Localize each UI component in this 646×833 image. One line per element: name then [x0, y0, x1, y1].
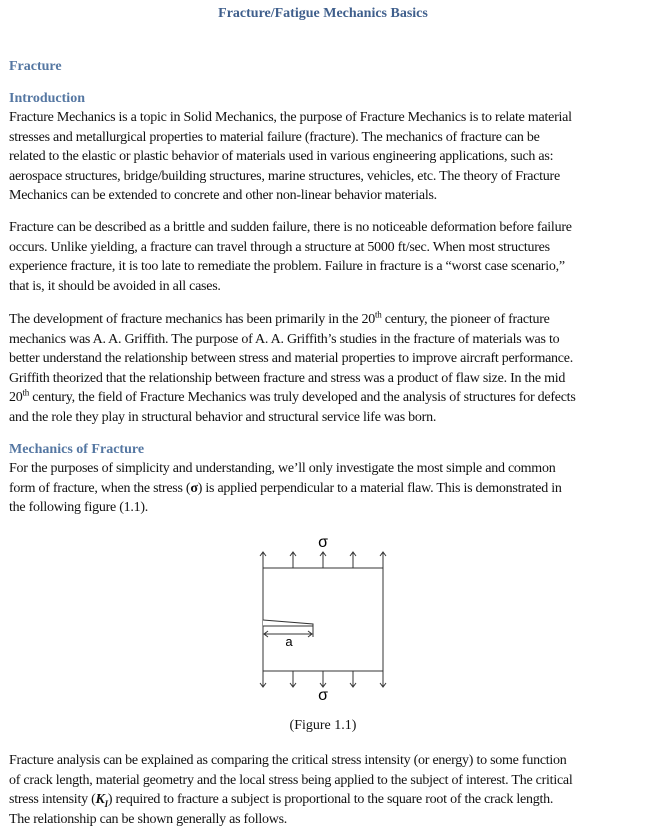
text-line: related to the elastic or plastic behavior of materials used in various engineering applications, such as: — [9, 149, 554, 165]
text-line: The relationship can be shown generally as follows. — [9, 811, 288, 827]
text-span: form of fracture, when the stress ( — [9, 480, 191, 496]
text-span: stress intensity ( — [9, 792, 96, 808]
text-span: The development of fracture mechanics has been primarily in the 20 — [9, 312, 376, 327]
text-line: Fracture can be described as a brittle and sudden failure, there is no noticeable deformation before failure — [9, 220, 572, 235]
crack-length-label: a — [285, 634, 293, 649]
text-span: 20 — [9, 390, 23, 406]
text-line: stresses and metallurgical properties to material failure (fracture). The mechanics of fracture can be — [9, 129, 540, 145]
paragraph-stress-intensity — [9, 751, 641, 829]
text-span: century, the pioneer of fracture — [381, 312, 550, 327]
text-span: century, the field of Fracture Mechanics was truly developed and the analysis of structures for defects — [29, 390, 576, 406]
superscript: th — [375, 309, 382, 320]
k-symbol: K — [95, 792, 105, 808]
stress-intensity-symbol — [96, 792, 108, 807]
text-line: that is, it should be avoided in all cases. — [9, 278, 221, 294]
section-heading-fracture: Fracture — [9, 59, 62, 74]
figure-caption: (Figure 1.1) — [289, 718, 357, 733]
text-line: aerospace structures, bridge/building structures, marine structures, vehicles, etc. The theory of Fracture — [9, 168, 560, 184]
text-line: the following figure (1.1). — [9, 500, 149, 516]
text-line: For the purposes of simplicity and understanding, we’ll only investigate the most simple and common — [9, 461, 556, 476]
text-span: ) required to fracture a subject is proportional to the square root of the crack length. — [107, 792, 554, 808]
bottom-arrows — [260, 671, 386, 687]
plate-outline — [263, 568, 383, 671]
text-line: Fracture analysis can be explained as comparing the critical stress intensity (or energy) to some function — [9, 753, 567, 768]
text-line: experience fracture, it is too late to remediate the problem. Failure in fracture is a “worst case scenario,” — [9, 259, 565, 275]
text-line: mechanics was A. A. Griffith. The purpose of A. A. Griffith’s studies in the fracture of materials was to — [9, 331, 560, 347]
sigma-top-label: σ — [318, 534, 328, 551]
text-line: Griffith theorized that the relationship between fracture and stress was a product of flaw size. In the mid — [9, 370, 566, 386]
text-span: ) is applied perpendicular to a material flaw. This is demonstrated in — [197, 480, 562, 496]
crack — [263, 620, 313, 626]
text-line: occurs. Unlike yielding, a fracture can travel through a structure at 5000 ft/sec. When most structures — [9, 239, 550, 255]
sigma-bottom-label: σ — [318, 687, 328, 704]
document-title: Fracture/Fatigue Mechanics Basics — [218, 6, 428, 21]
sigma-symbol: σ — [190, 480, 198, 496]
top-arrows — [260, 552, 386, 568]
text-line: Mechanics can be extended to concrete and other non-linear behavior materials. — [9, 188, 437, 204]
text-line: better understand the relationship between stress and material properties to improve aircraft performance. — [9, 351, 573, 367]
heading-introduction: Introduction — [9, 91, 85, 106]
text-line — [9, 790, 641, 810]
subscript: I — [104, 798, 108, 809]
superscript: th — [22, 387, 30, 398]
heading-mechanics-of-fracture: Mechanics of Fracture — [9, 442, 145, 457]
text-line: and the role they play in structural behavior and structural service life was born. — [9, 409, 437, 425]
text-line: Fracture Mechanics is a topic in Solid Mechanics, the purpose of Fracture Mechanics is to relate material — [9, 110, 572, 125]
text-line: of crack length, material geometry and the local stress being applied to the subject of interest. The critical — [9, 772, 573, 788]
